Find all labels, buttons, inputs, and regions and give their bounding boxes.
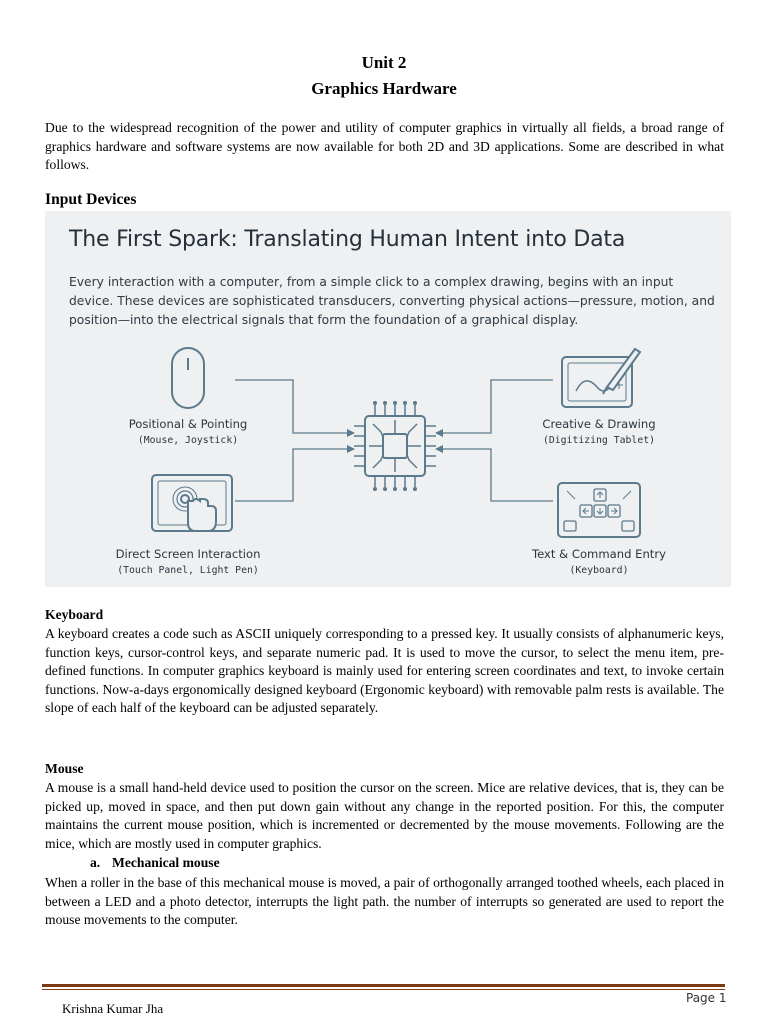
subsection-marker: a. bbox=[90, 855, 101, 870]
digitizing-tablet-icon bbox=[562, 349, 640, 407]
cpu-chip-icon bbox=[354, 401, 436, 491]
infographic-title: The First Spark: Translating Human Intent into Data bbox=[69, 227, 626, 252]
label-text-command: Text & Command Entry bbox=[532, 547, 666, 561]
label-positional-pointing: Positional & Pointing bbox=[128, 417, 248, 431]
footer-rule bbox=[42, 984, 725, 987]
keyboard-paragraph: A keyboard creates a code such as ASCII uniquely corresponding to a pressed key. It usually consists of alphanumeric keys, function keys, cursor-control keys, and separate numeric pad. It is used to move the cursor, to select the menu item, pre-defined functions. In computer graphics keyboard is mainly used for entering screen coordinates and text, to invoke certain functions. Now-a-days ergonomically designed keyboard (Ergonomic keyboard) with removable palm rests is available. The slope of each half of the keyboard can be adjusted separately. bbox=[45, 626, 724, 716]
connector-screen bbox=[235, 449, 347, 501]
label-creative-drawing: Creative & Drawing bbox=[542, 417, 656, 431]
infographic-intro: Every interaction with a computer, from a simple click to a complex drawing, begins with an input device. These devices are sophisticated transducers, converting physical actions—pressure, motion, and position—into the electrical signals that form the foundation of a graphical display. bbox=[69, 275, 715, 327]
intro-paragraph: Due to the widespread recognition of the power and utility of computer graphics in virtually all fields, a broad range of graphics hardware and software systems are now available for both 2D and 3D applications. Some are described in what follows. bbox=[45, 120, 724, 173]
page-title: Graphics Hardware bbox=[311, 79, 457, 98]
sub-positional-pointing: (Mouse, Joystick) bbox=[137, 435, 239, 446]
section-heading-mouse: Mouse bbox=[45, 761, 84, 776]
infographic-diagram bbox=[45, 211, 731, 587]
mechanical-mouse-paragraph: When a roller in the base of this mechanical mouse is moved, a pair of orthogonally arranged toothed wheels, each placed in between a LED and a photo detector, interrupts the light path. the number of interrupts so generated are used to report the mouse movements to the computer. bbox=[45, 875, 724, 928]
section-heading-input-devices: Input Devices bbox=[45, 191, 137, 208]
label-direct-screen: Direct Screen Interaction bbox=[115, 547, 261, 561]
input-devices-infographic bbox=[45, 211, 731, 587]
mouse-paragraph: A mouse is a small hand-held device used to position the cursor on the screen. Mice are relative devices, that is, they can be picked up, moved in space, and then put down gain without any change in the reported position. For this, the computer maintains the current mouse position, which is incremented or decremented by the mouse movements. Following are the mice, which are mostly used in computer graphics. bbox=[45, 780, 724, 851]
footer-author: Krishna Kumar Jha bbox=[62, 1001, 164, 1016]
unit-label: Unit 2 bbox=[361, 53, 407, 72]
mouse-icon bbox=[172, 348, 204, 408]
keyboard-icon bbox=[558, 483, 640, 537]
touch-panel-icon bbox=[152, 475, 232, 531]
sub-text-command: (Keyboard) bbox=[569, 565, 629, 576]
footer-rule-thin bbox=[42, 989, 725, 990]
sub-direct-screen: (Touch Panel, Light Pen) bbox=[117, 565, 259, 576]
section-heading-keyboard: Keyboard bbox=[45, 607, 104, 622]
connector-keyboard bbox=[443, 449, 553, 501]
page-number: Page 1 bbox=[686, 991, 727, 1005]
sub-creative-drawing: (Digitizing Tablet) bbox=[542, 435, 656, 446]
subsection-heading-mechanical-mouse: Mechanical mouse bbox=[112, 855, 220, 870]
